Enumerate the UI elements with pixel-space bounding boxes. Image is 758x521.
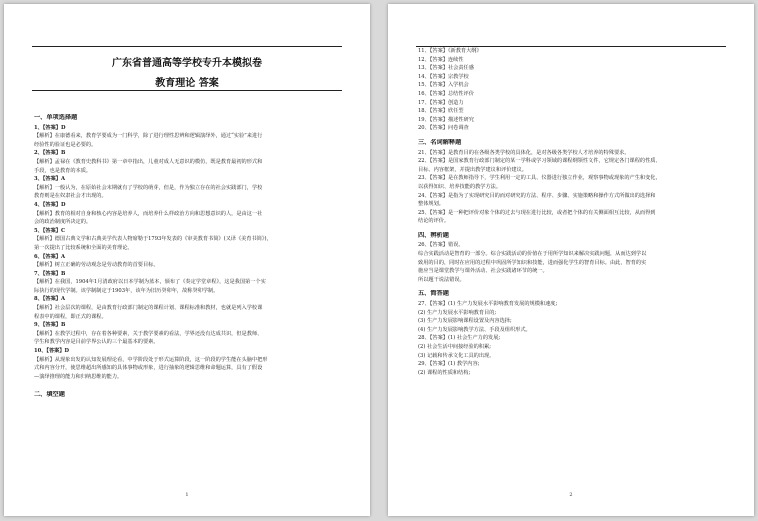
fill-answer: 17、【答案】创造力 <box>418 99 464 106</box>
fill-answer: 19、【答案】描述性研究 <box>418 116 474 123</box>
analysis-line: 施应当是课堂教学与课外活动、社会实践诸环节的统一。 <box>418 268 548 275</box>
section-heading: 一、单项选择题 <box>34 114 78 121</box>
analysis-line: 综合实践活动是智育的一部分。综合实践活动的价值在于用所学知识来解决实践问题，从而达到学以 <box>418 251 647 258</box>
explanation-line: 【解析】树立正确的劳动观念是劳动教育的首要目标。 <box>34 262 159 269</box>
analysis-line: 26、【答案】错误。 <box>418 242 464 249</box>
term-line: 25、【答案】是一种把评价对象个体的过去与现在进行比较，或者把个体的有关侧面相互比较，从而得到 <box>418 209 656 216</box>
answer-line: 3、【答案】A <box>34 176 65 183</box>
short-answer-line: (3) 记载和传承文化工具的出现。 <box>418 352 495 359</box>
analysis-line: 致用的目的，同时在应用的过程中巩固所学知识和技能，进而强化学生的智育目标。由此，智育的实 <box>418 259 647 266</box>
short-answer-line: (3) 生产力发展影响课程设置及内容选择; <box>418 318 512 325</box>
answer-line: 2、【答案】B <box>34 150 66 157</box>
fill-answer: 12、【答案】连续性 <box>418 56 464 63</box>
explanation-line: 【解析】德国古典文学和古典美学代表人物席勒于1793年发表的《审美教育书简》(又译《美育书简》)， <box>34 236 272 243</box>
exam-page-1 <box>4 4 370 516</box>
explanation-line: 第一次提出了比较系统和全面的美育理论。 <box>34 244 133 251</box>
title-rule <box>32 90 342 91</box>
analysis-line: 所以题干说法错误。 <box>418 276 465 283</box>
answer-line: 9、【答案】B <box>34 322 66 329</box>
explanation-line: 【解析】从现象出发的认知发展理论看，中学阶段处于形式运算阶段，这一阶段的学生能在头脑中把形 <box>34 356 268 363</box>
short-answer-line: 27、【答案】(1) 生产力发展水平影响教育发展的规模和速度; <box>418 301 558 308</box>
short-answer-line: (2) 社会生活中间接经验的积累; <box>418 344 491 350</box>
short-answer-line: (2) 生产力发展水平影响教育目的; <box>418 309 497 316</box>
fill-answer: 14、【答案】宗教学校 <box>418 73 469 80</box>
fill-answer: 13、【答案】社会责任感 <box>418 65 474 72</box>
short-answer-line: 28、【答案】(1) 社会生产力的发展; <box>418 335 501 342</box>
explanation-line: 经验性的验证也是必要的。 <box>34 141 97 148</box>
answer-line: 5、【答案】C <box>34 227 66 234</box>
explanation-line: 际执行的现代学制。该学制制定于1903年，该年为旧历癸卯年，故称癸卯学制。 <box>34 287 219 294</box>
term-line: 21、【答案】是教育目的在各级各类学校的具体化，是对各级各类学校人才培养的特殊要求。 <box>418 149 630 156</box>
page2-content <box>418 47 726 377</box>
fill-answer: 20、【答案】问卷调查 <box>418 125 469 132</box>
explanation-line: 程表中的课程，即正式的课程。 <box>34 313 107 320</box>
explanation-line: 【解析】孟禄在《教育史教科书》第一章中指出，儿童对成人无意识的模仿，既是教育最初的形式和 <box>34 158 263 165</box>
section-heading: 二、填空题 <box>34 391 65 399</box>
answer-line: 4、【答案】D <box>34 201 66 208</box>
explanation-line: 【解析】教育的相对自身和核心内容是培养人，而培养什么样政治方向和思想意识的人，是由这一社 <box>34 210 263 217</box>
term-line: 结论的评价。 <box>418 218 450 225</box>
explanation-line: 学生和教学内容是目前学界公认的三个最基本的要素。 <box>34 339 159 346</box>
term-line: 24、【答案】是指为了实现研究目的而对研究的方法、程序、步骤、实施策略和操作方式所做出的选择和 <box>418 192 656 199</box>
explanation-line: 会的政治制度所决定的。 <box>34 219 92 226</box>
term-line: 23、【答案】是在教师指导下，学生利用一定的工具、仪器进行独立作业，观察事物或现象的产生和变化， <box>418 175 661 182</box>
fill-answer: 15、【答案】入学机会 <box>418 82 469 89</box>
page1-content <box>34 108 342 401</box>
answer-line: 10、【答案】D <box>34 348 70 355</box>
explanation-line: 【解析】在康德看来，教育学要成为一门科学，除了进行理性思辨和逻辑演绎外，通过“实验”来进行 <box>34 133 263 140</box>
fill-answer: 16、【答案】总结性评价 <box>418 90 474 97</box>
top-rule <box>32 46 342 47</box>
short-answer-line: (2) 课程的性质和结构; <box>418 369 471 376</box>
term-line: 整体规划。 <box>418 201 444 208</box>
fill-answer: 18、【答案】欣任型 <box>418 108 464 115</box>
exam-subtitle: 教育理论 答案 <box>155 78 219 89</box>
explanation-line: 【解析】社会层次的课程，是由教育行政部门制定的课程计划、课程标准和教材，也就是列入学校课 <box>34 305 263 312</box>
term-line: 22、【答案】是国家教育行政部门制定的某一学科或学习领域的课程纲领性文件，它规定各门课程的性质、 <box>418 158 661 165</box>
term-line: 以获得知识、培养技能的教学方法。 <box>418 183 502 190</box>
section-heading: 五、简答题 <box>418 290 449 298</box>
explanation-line: —演绎推理的能力和归纳思维的能力。 <box>34 373 123 380</box>
answer-line: 8、【答案】A <box>34 296 65 303</box>
short-answer-line: 29、【答案】(1) 教学内容; <box>418 361 480 368</box>
explanation-line: 教育则是在奴隶社会才出现的。 <box>34 193 107 200</box>
page-number: 2 <box>569 492 573 498</box>
exam-page-2 <box>388 4 754 516</box>
answer-line: 1、【答案】D <box>34 124 66 131</box>
section-heading: 三、名词解释题 <box>418 138 462 146</box>
exam-title: 广东省普通高等学校专升本模拟卷 <box>112 58 262 69</box>
explanation-line: 【解析】在教学过程中，存在着各种要素，关于教学要素的看法，学界还没有达成共识，但是教师、 <box>34 330 263 337</box>
answer-line: 7、【答案】B <box>34 270 66 277</box>
explanation-line: 式和内容分开，使思维超出所感知的具体事物或形象，进行抽象的逻辑思维和命题运算，具有了假设 <box>34 365 263 372</box>
page-number: 1 <box>185 492 189 498</box>
explanation-line: 【解析】一般认为，在原始社会末期就有了学校的萌芽，但是，作为独立存在的社会实践部门，学校 <box>34 184 263 191</box>
answer-line: 6、【答案】A <box>34 253 65 260</box>
section-heading: 四、辨析题 <box>418 231 449 239</box>
short-answer-line: (4) 生产力发展影响教学方法、手段及组织形式。 <box>418 326 531 333</box>
term-line: 目标、内容框架，并提出教学建议和评价建议。 <box>418 166 527 173</box>
explanation-line: 【解析】在我国，1904年1月清政府以日本学制为蓝本，颁布了《奏定学堂章程》，这是我国第一个实 <box>34 279 266 286</box>
fill-answer: 11、【答案】《新教育大纲》 <box>418 48 482 54</box>
explanation-line: 手段，也是教育的本质。 <box>34 167 92 174</box>
